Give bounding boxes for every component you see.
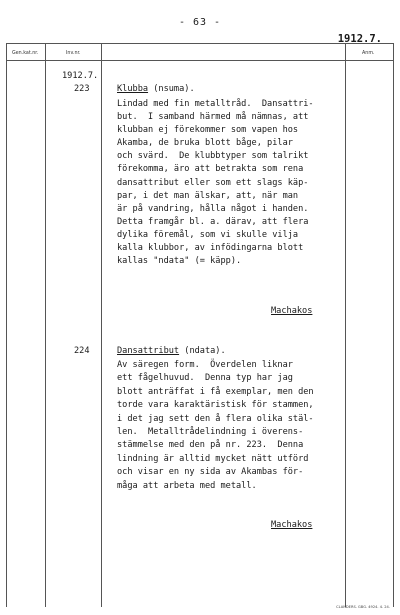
description-line: lindning är alltid mycket nätt utförd — [117, 453, 309, 464]
col-head-inv: Inv.nr. — [66, 51, 81, 56]
entry-locality: Machakos — [271, 520, 313, 530]
entry-title-name: Klubba — [117, 84, 149, 94]
col-head-anm: Anm. — [362, 51, 375, 56]
description-line: ett fågelhuvud. Denna typ har jag — [117, 373, 293, 384]
description-line: Av säregen form. Överdelen liknar — [117, 360, 293, 370]
description-line: len. Metalltrådelindning i överens- — [117, 427, 304, 438]
entry-title-native: (nsuma). — [148, 84, 195, 94]
description-line: stämmelse med den på nr. 223. Denna — [117, 440, 304, 451]
description-line: Detta framgår bl. a. därav, att flera — [117, 216, 309, 227]
description-line: är på vandring, hålla något i handen. — [117, 203, 309, 214]
page-number: - 63 - — [178, 17, 222, 28]
description-line: dylika föremål, som vi skulle vilja — [117, 229, 299, 240]
description-line: Lindad med fin metalltråd. Dansattri- — [117, 99, 314, 109]
entry-title-native: (ndata). — [179, 346, 226, 356]
entry-title-name: Dansattribut — [117, 346, 180, 356]
form-left-border — [6, 43, 7, 607]
description-line: klubban ej förekommer som vapen hos — [117, 125, 299, 136]
description-line: dansattribut eller som ett slags käp- — [117, 177, 309, 188]
printer-imprint: CLANDERS. GBG. 4924. 4. 24. — [336, 605, 390, 609]
description-line: kallas "ndata" (= käpp). — [117, 256, 242, 267]
entry-title — [117, 83, 195, 96]
entry-year: 1912.7. — [62, 71, 99, 81]
form-top-rule — [6, 43, 394, 44]
entry-locality: Machakos — [271, 306, 313, 316]
entry-title — [117, 345, 226, 358]
col-head-gen-kat: Gen.kat.nr. — [12, 51, 39, 56]
form-col-divider-3 — [345, 43, 346, 607]
description-line: förekomma, äro att betrakta som rena — [117, 164, 304, 175]
description-line: but. I samband härmed må nämnas, att — [117, 112, 309, 123]
entry-number: 223 — [74, 84, 90, 94]
entry-description — [117, 98, 342, 268]
description-line: blott anträffat i få exemplar, men den — [117, 386, 314, 397]
entry-description — [117, 359, 347, 493]
description-line: kalla klubbor, av infödingarna blott — [117, 243, 304, 254]
form-right-border — [393, 43, 394, 607]
description-line: och svärd. De klubbtyper som talrikt — [117, 151, 309, 162]
entry-number: 224 — [74, 346, 90, 356]
form-header-rule — [6, 60, 394, 61]
description-line: i det jag sett den å flera olika stäl- — [117, 413, 314, 424]
description-line: och visar en ny sida av Akambas för- — [117, 467, 304, 478]
description-line: Akamba, de bruka blott båge, pilar — [117, 138, 293, 149]
description-line: torde vara karaktäristisk för stammen, — [117, 400, 314, 411]
description-line: måga att arbeta med metall. — [117, 480, 257, 491]
form-col-divider-1 — [45, 43, 46, 607]
header-year: 1912.7. — [337, 33, 382, 45]
description-line: par, i det man älskar, att, när man — [117, 190, 299, 201]
form-col-divider-2 — [101, 43, 102, 607]
